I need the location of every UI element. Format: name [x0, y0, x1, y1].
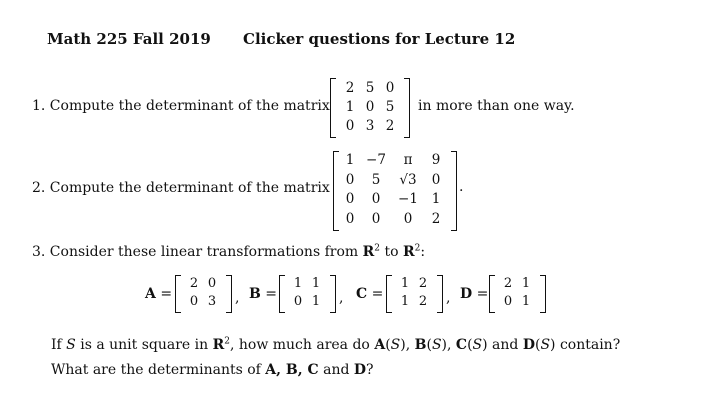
matrix-name: A — [145, 286, 156, 302]
matrix-entry: 1 — [345, 99, 355, 115]
matrix-entry: 1 — [521, 276, 531, 291]
a-symbol: A — [374, 337, 386, 353]
paren: ( — [426, 337, 432, 353]
matrix-entry: 1 — [431, 191, 441, 207]
matrix-label-b — [249, 286, 277, 302]
matrix-entry: 0 — [371, 210, 381, 227]
comma: , — [235, 290, 240, 306]
bracket-left — [279, 275, 285, 313]
text: What are the determinants of — [51, 362, 266, 378]
matrix-entry: 5 — [385, 99, 395, 115]
matrix-name: B — [249, 286, 261, 302]
matrix-entry: 0 — [503, 294, 513, 309]
matrix-entry: 0 — [345, 210, 355, 227]
r-symbol: R — [362, 244, 375, 260]
s-symbol: S — [66, 337, 76, 353]
bracket-right — [330, 275, 336, 313]
matrix-entry: 1 — [293, 276, 303, 291]
paren: ) — [550, 337, 556, 353]
colon: : — [420, 244, 426, 260]
matrix-entry: 0 — [207, 276, 217, 291]
matrix-a — [175, 275, 232, 313]
text: is a unit square in — [75, 337, 213, 353]
paren: ( — [385, 337, 391, 353]
matrix-entry: 0 — [385, 80, 395, 96]
matrix-entries — [185, 276, 222, 312]
course-label: Math 225 Fall 2019 — [47, 30, 211, 48]
matrix-entry: 2 — [503, 276, 513, 291]
matrix-name: C — [356, 286, 368, 302]
matrix-entries — [499, 276, 536, 312]
bracket-left — [175, 275, 181, 313]
paren: ( — [534, 337, 541, 353]
matrix-label-a — [145, 286, 172, 302]
r-symbol: R — [212, 337, 225, 353]
bracket-right — [540, 275, 546, 313]
matrix-entry: 0 — [345, 171, 355, 188]
comma: , — [339, 290, 344, 306]
s-symbol: S — [472, 337, 483, 353]
matrix-entry: 5 — [365, 80, 375, 96]
paren: ( — [467, 337, 473, 353]
matrix-entry: 5 — [371, 171, 381, 188]
equals-sign: = — [367, 286, 384, 302]
question-1-matrix — [330, 78, 410, 138]
matrix-c — [386, 275, 443, 313]
matrix-entries — [289, 276, 326, 312]
intro-text: 3. Consider these linear transformations from — [32, 244, 363, 260]
r-symbol: R — [402, 244, 415, 260]
matrix-entry: 2 — [418, 294, 428, 309]
matrix-entry: 1 — [400, 276, 410, 291]
c-symbol: C — [455, 337, 468, 353]
matrix-name: D — [460, 286, 473, 302]
matrix-entries — [339, 152, 453, 230]
b-symbol: B — [414, 337, 427, 353]
matrix-entry: 1 — [311, 294, 321, 309]
bracket-right — [404, 78, 410, 138]
page-title: Clicker questions for Lecture 12 — [243, 30, 516, 48]
bracket-left — [489, 275, 495, 313]
matrix-entry: −7 — [366, 152, 386, 168]
matrix-b — [279, 275, 336, 313]
text: If — [51, 337, 67, 353]
question-2-suffix: . — [459, 179, 464, 195]
question-2-matrix — [333, 151, 457, 231]
equals-sign: = — [260, 286, 278, 302]
and-text: and — [487, 337, 523, 353]
paren: ) — [400, 337, 406, 353]
paren: ) — [482, 337, 488, 353]
matrix-entry: 1 — [345, 152, 355, 168]
and-text: and — [318, 362, 354, 378]
superscript: 2 — [414, 243, 421, 254]
question-mark: ? — [366, 362, 374, 378]
matrix-list: A, B, C — [265, 362, 319, 378]
matrix-entry: 1 — [311, 276, 321, 291]
s-symbol: S — [431, 337, 442, 353]
matrix-entry: 1 — [521, 294, 531, 309]
d-symbol: D — [522, 337, 535, 353]
separator: , — [447, 337, 456, 353]
matrix-entry: 0 — [189, 294, 199, 309]
question-1-text: 1. Compute the determinant of the matrix — [32, 98, 330, 114]
matrix-entry: 3 — [207, 294, 217, 309]
s-symbol: S — [390, 337, 401, 353]
text: contain? — [555, 337, 621, 353]
superscript: 2 — [224, 336, 230, 347]
bracket-left — [386, 275, 392, 313]
question-2-text: 2. Compute the determinant of the matrix — [32, 180, 330, 196]
separator: , — [405, 337, 415, 353]
matrix-label-c — [356, 286, 383, 302]
d-symbol: D — [353, 362, 367, 378]
matrix-entry: 0 — [345, 191, 355, 207]
paren: ) — [441, 337, 447, 353]
matrix-entry: 1 — [400, 294, 410, 309]
bracket-left — [330, 78, 336, 138]
equals-sign: = — [472, 286, 489, 302]
matrix-entry: 3 — [365, 118, 375, 134]
matrix-entry: 2 — [345, 80, 355, 96]
matrix-entry: 0 — [431, 171, 441, 188]
matrix-entry: 2 — [385, 118, 395, 134]
matrix-entry: 2 — [418, 276, 428, 291]
matrix-entries — [396, 276, 433, 312]
matrix-entry: 0 — [293, 294, 303, 309]
bracket-right — [226, 275, 232, 313]
question-3-line-1 — [51, 337, 620, 353]
matrix-entry: 0 — [371, 191, 381, 207]
comma: , — [446, 290, 451, 306]
question-3-line-2 — [51, 362, 374, 378]
matrix-entry: √3 — [399, 171, 417, 188]
matrix-entry: 0 — [345, 118, 355, 134]
superscript: 2 — [374, 243, 380, 254]
to-text: to — [380, 244, 403, 260]
matrix-entry: 9 — [431, 152, 441, 168]
matrix-entry: 0 — [365, 99, 375, 115]
matrix-entries — [340, 80, 400, 137]
s-symbol: S — [540, 337, 551, 353]
question-1-suffix: in more than one way. — [418, 98, 575, 114]
matrix-entry: π — [403, 152, 413, 168]
text: , how much area do — [229, 337, 375, 353]
matrix-label-d — [460, 286, 488, 302]
matrix-entry: 2 — [189, 276, 199, 291]
matrix-entry: 2 — [431, 210, 441, 227]
question-3-intro — [32, 244, 425, 260]
matrix-entry: −1 — [398, 191, 418, 207]
matrix-d — [489, 275, 546, 313]
equals-sign: = — [155, 286, 173, 302]
bracket-right — [437, 275, 443, 313]
matrix-entry: 0 — [403, 210, 413, 227]
